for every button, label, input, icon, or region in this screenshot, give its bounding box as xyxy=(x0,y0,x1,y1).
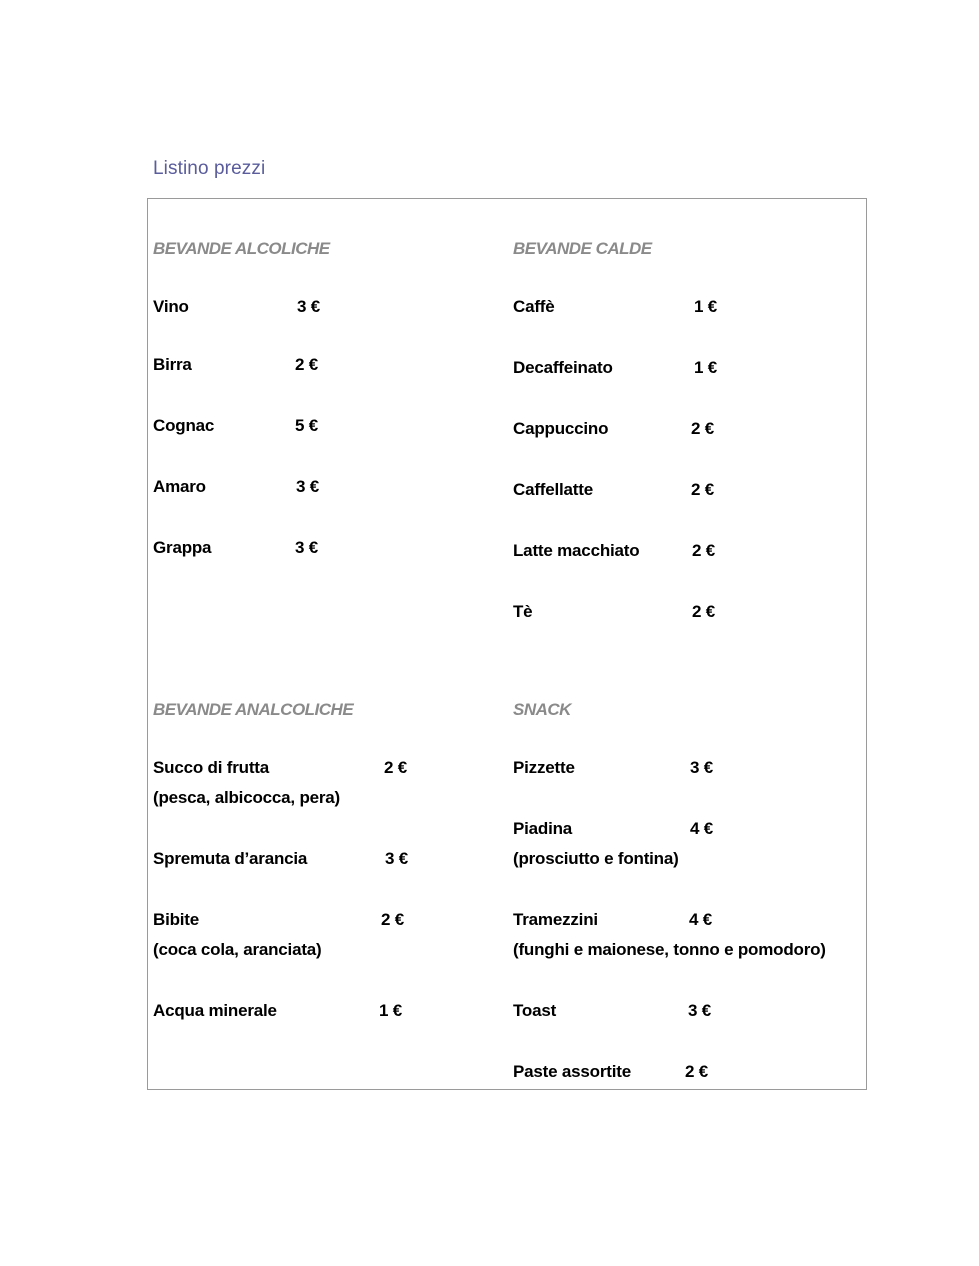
item-price: 2 € xyxy=(685,1062,709,1081)
item-description: (pesca, albicocca, pera) xyxy=(153,788,341,807)
item-name: Latte macchiato xyxy=(513,541,640,560)
item-name: Grappa xyxy=(153,538,212,557)
item-price: 2 € xyxy=(691,480,715,499)
item-description: (coca cola, aranciata) xyxy=(153,940,322,959)
item-name: Toast xyxy=(513,1001,557,1020)
item-price: 3 € xyxy=(688,1001,712,1020)
item-price: 5 € xyxy=(295,416,319,435)
item-price: 2 € xyxy=(384,758,408,777)
item-name: Birra xyxy=(153,355,192,374)
item-name: Cappuccino xyxy=(513,419,609,438)
item-name: Amaro xyxy=(153,477,206,496)
item-price: 4 € xyxy=(690,819,714,838)
item-name: Bibite xyxy=(153,910,200,929)
item-price: 2 € xyxy=(381,910,405,929)
item-price: 2 € xyxy=(692,541,716,560)
item-name: Paste assortite xyxy=(513,1062,631,1081)
item-price: 3 € xyxy=(296,477,320,496)
item-price: 3 € xyxy=(295,538,319,557)
item-price: 4 € xyxy=(689,910,713,929)
item-name: Vino xyxy=(153,297,189,316)
item-price: 2 € xyxy=(295,355,319,374)
heading-bevande-calde: BEVANDE CALDE xyxy=(513,239,652,258)
price-list-box xyxy=(147,198,867,1090)
item-name: Pizzette xyxy=(513,758,575,777)
heading-bevande-alcoliche: BEVANDE ALCOLICHE xyxy=(153,239,330,258)
item-price: 3 € xyxy=(385,849,409,868)
item-description: (funghi e maionese, tonno e pomodoro) xyxy=(513,940,826,959)
item-name: Caffellatte xyxy=(513,480,593,499)
item-name: Tramezzini xyxy=(513,910,598,929)
page-title: Listino prezzi xyxy=(153,158,266,179)
heading-snack: SNACK xyxy=(513,700,571,719)
item-price: 1 € xyxy=(694,358,718,377)
heading-bevande-analcoliche: BEVANDE ANALCOLICHE xyxy=(153,700,354,719)
item-price: 1 € xyxy=(379,1001,403,1020)
item-name: Acqua minerale xyxy=(153,1001,277,1020)
item-name: Piadina xyxy=(513,819,573,838)
item-name: Caffè xyxy=(513,297,555,316)
item-price: 1 € xyxy=(694,297,718,316)
item-name: Decaffeinato xyxy=(513,358,613,377)
item-name: Spremuta d’arancia xyxy=(153,849,308,868)
item-name: Succo di frutta xyxy=(153,758,270,777)
item-name: Tè xyxy=(513,602,533,621)
item-name: Cognac xyxy=(153,416,215,435)
item-price: 2 € xyxy=(691,419,715,438)
item-description: (prosciutto e fontina) xyxy=(513,849,679,868)
item-price: 3 € xyxy=(690,758,714,777)
item-price: 3 € xyxy=(297,297,321,316)
item-price: 2 € xyxy=(692,602,716,621)
